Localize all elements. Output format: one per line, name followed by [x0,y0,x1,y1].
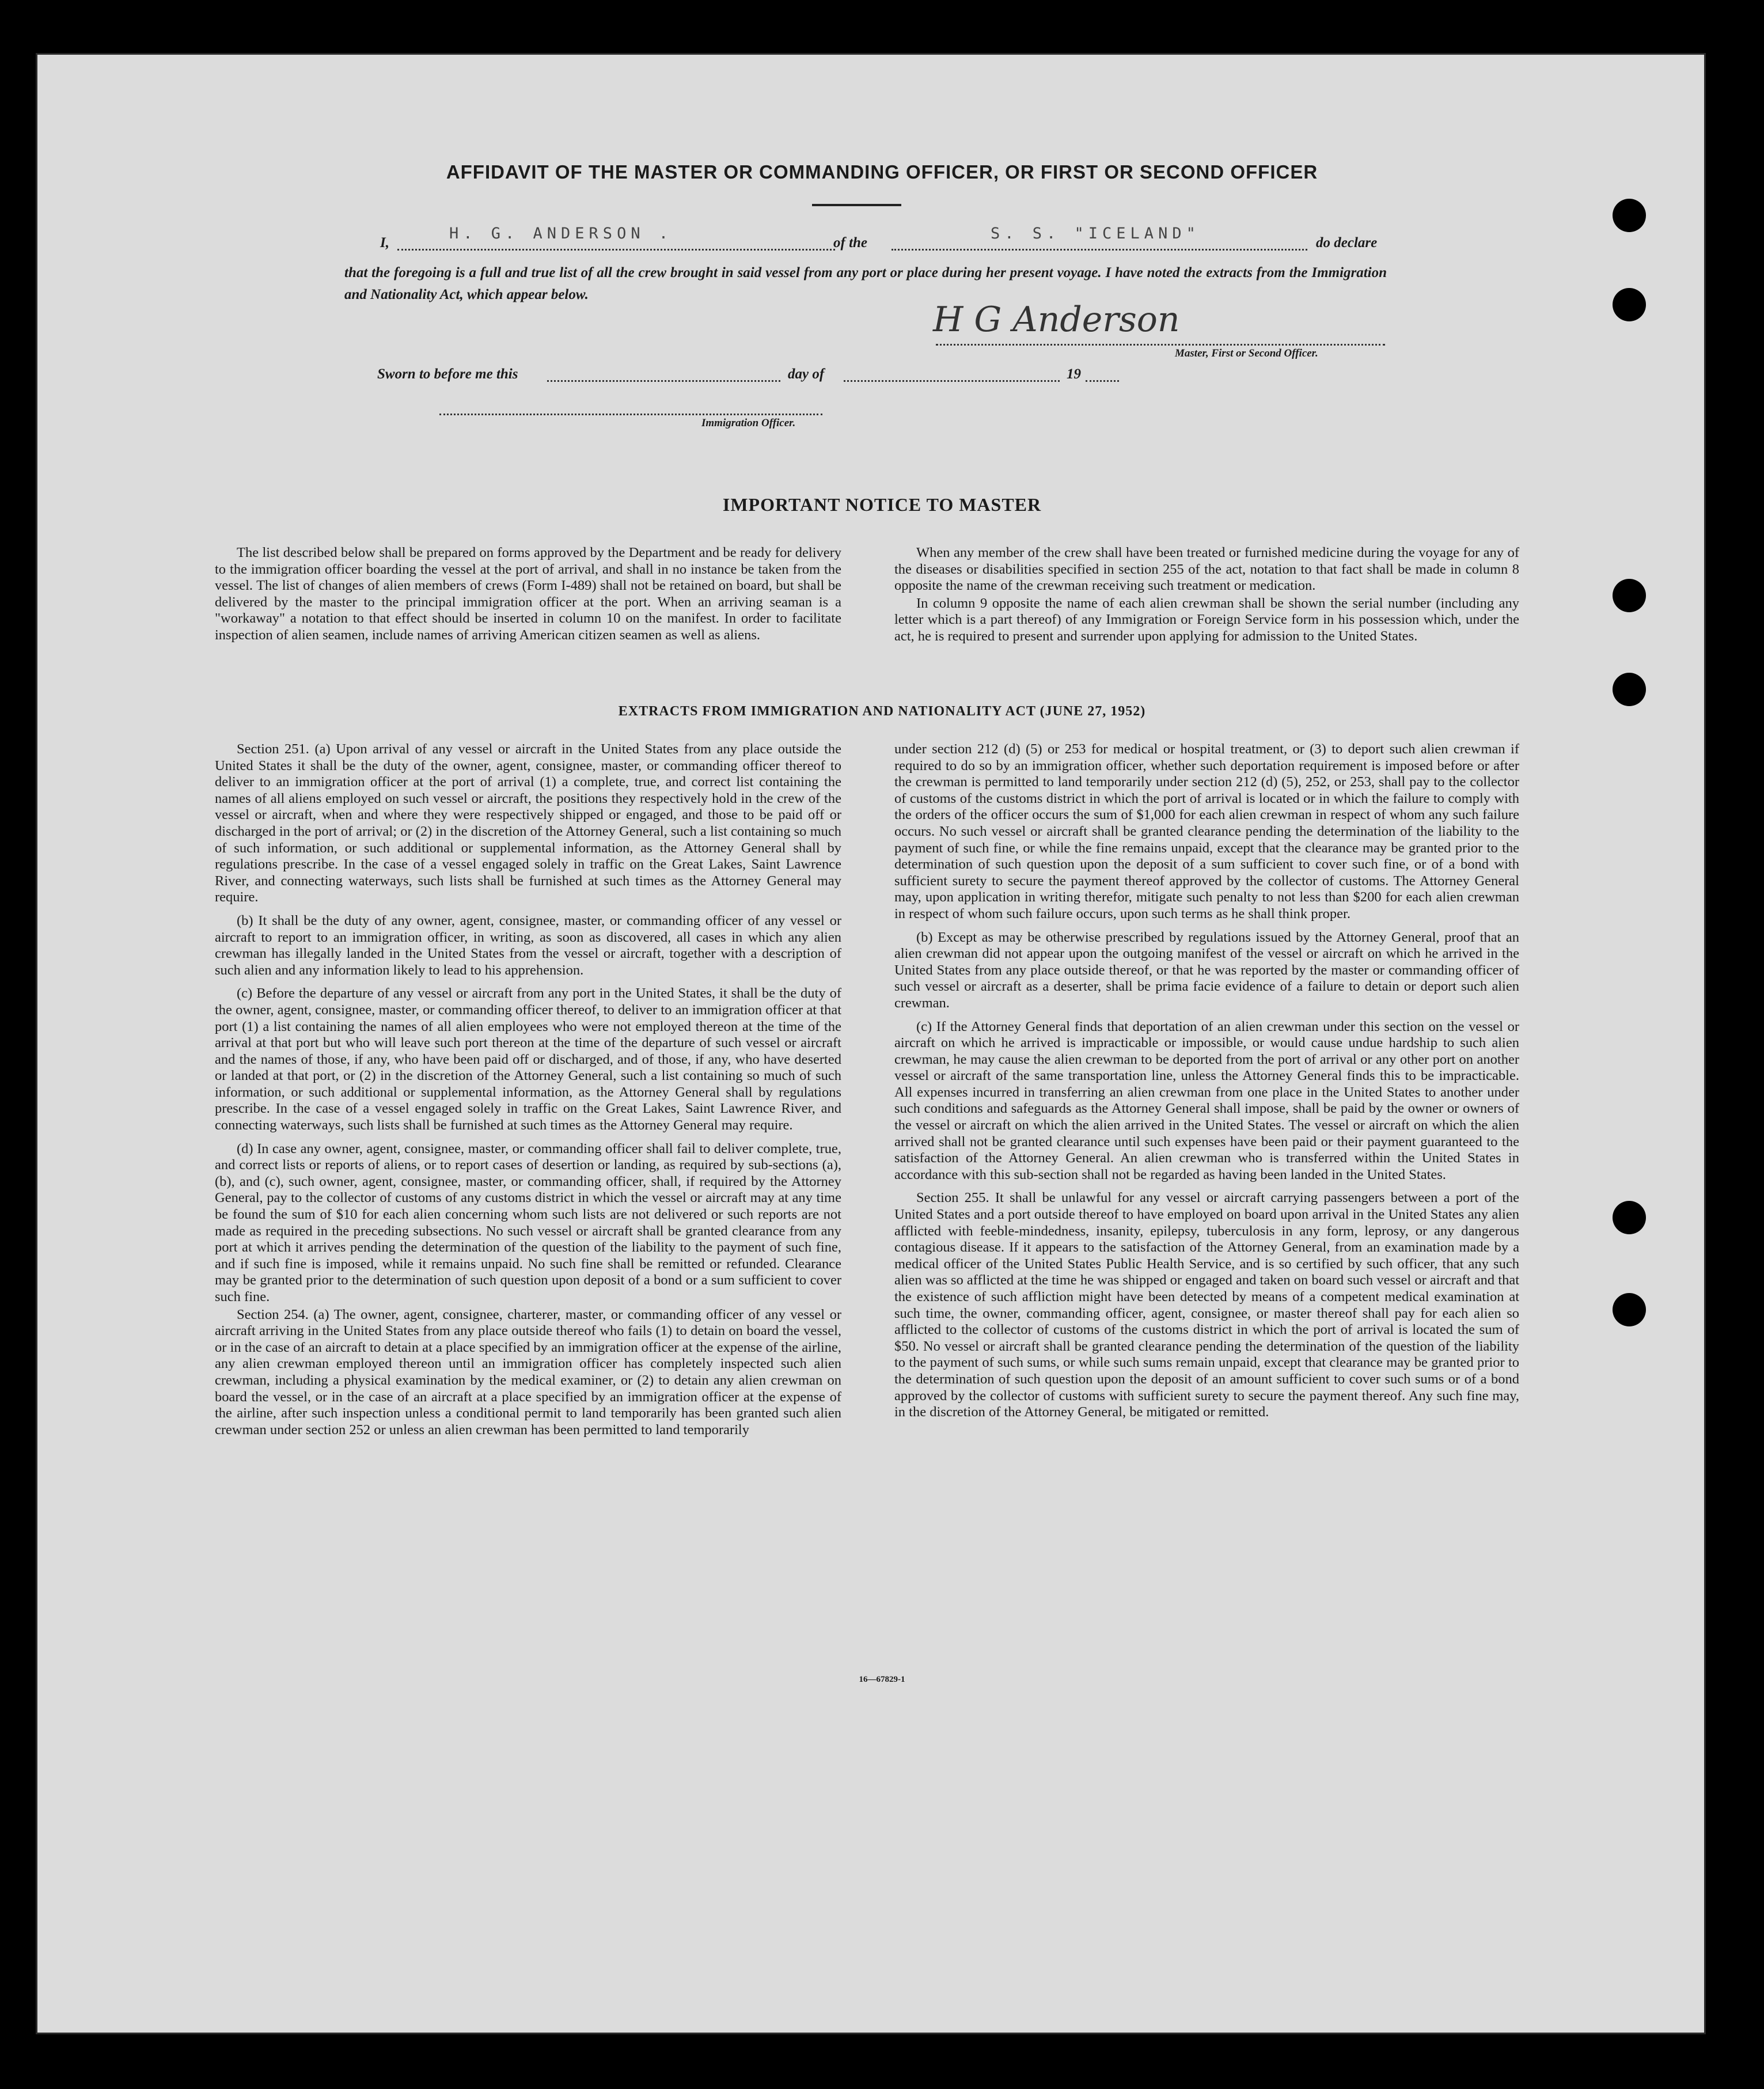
declarant-name: H. G. ANDERSON . [449,225,673,242]
binder-hole [1613,673,1646,706]
notice-title: IMPORTANT NOTICE TO MASTER [722,494,1042,515]
section-paragraph: (b) Except as may be otherwise prescribed by regulations issued by the Attorney General, proof that an alien crewman did not appear upon the outgoing manifest of the vessel or aircraft on which he arrived in the United States from any place outside thereof, or that he was reported by the master or commanding officer of such vessel or aircraft as a deserter, shall be prima facie evidence of a failure to detain or deport such alien crewman. [894,929,1519,1011]
declaration-text: that the foregoing is a full and true list of all the crew brought in said vessel from any port or place during her present voyage. I have noted the extracts from the Immigration and Nationality Act, which appear below. [344,265,1387,302]
officer-caption: Immigration Officer. [701,417,796,429]
extracts-title: EXTRACTS FROM IMMIGRATION AND NATIONALITY ACT (JUNE 27, 1952) [618,704,1146,719]
i-label: I, [380,235,389,251]
form-number: 16—67829-1 [859,1675,905,1684]
extracts-right-column [894,741,1519,1428]
section-paragraph: under section 212 (d) (5) or 253 for medical or hospital treatment, or (3) to deport such alien crewman if required to do so by an immigration officer, whether such deportation requirement is imposed before or after the crewman is permitted to land temporarily under section 212 (d) (5), 252, or 253, shall pay to the collector of customs of the customs district in which the port of arrival is located or in which the failure to comply with the orders of the officer occurs the sum of $1,000 for each alien crewman in respect of whom any such failure occurs. No such vessel or aircraft shall be granted clearance pending the determination of the liability to the payment of such fine, or while the fine remains unpaid, except that the clearance may be granted prior to the determination of such question upon the deposit of a sum sufficient to cover such fine, or of a bond with sufficient surety to secure the payment thereof approved by the collector of customs. The Attorney General may, upon application in writing therefor, mitigate such penalty to not less than $200 for each alien crewman in respect of whom such failure occurs, upon such terms as he shall think proper. [894,741,1519,922]
binder-hole [1613,288,1646,321]
vessel-name: S. S. "ICELAND" [991,225,1200,242]
affidavit-title: AFFIDAVIT OF THE MASTER OR COMMANDING OFFICER, OR FIRST OR SECOND OFFICER [446,161,1318,183]
master-signature: H G Anderson [933,299,1180,340]
binder-hole [1613,1201,1646,1234]
day-of-label: day of [788,366,825,382]
section-paragraph: Section 255. It shall be unlawful for any vessel or aircraft carrying passengers between a port of the United States and a port outside thereof to have employed on board upon arrival in the United States any alien afflicted with feeble-mindedness, insanity, epilepsy, tuberculosis in any form, leprosy, or any dangerous contagious disease. If it appears to the satisfaction of the Attorney General, from an examination made by a medical officer of the United States Public Health Service, and is so certified by such officer, that any such alien was so afflicted at the time he was shipped or engaged and taken on board such vessel or aircraft and that the existence of such affliction might have been detected by means of a competent medical examination at such time, the owner, commanding officer, agent, consignee, or master thereof shall pay for each alien so afflicted to the collector of customs of the customs district in which the port of arrival is located the sum of $50. No vessel or aircraft shall be granted clearance pending the determination of the question of the liability to the payment of such sums, or while such sums remain unpaid, except that clearance may be granted prior to the determination of such question upon the deposit of an amount sufficient to cover such sums or of a bond approved by the collector of customs with sufficient surety to secure the payment thereof. Any such fine may, in the discretion of the Attorney General, be mitigated or remitted. [894,1190,1519,1420]
notice-left-column [215,545,841,651]
declarant-name-line [397,249,835,251]
section-paragraph: (b) It shall be the duty of any owner, agent, consignee, master, or commanding officer of any vessel or aircraft to report to an immigration officer, in writing, as soon as discovered, all cases in which any alien crewman has illegally landed in the United States from the vessel or aircraft, together with a description of such alien and any information likely to lead to his apprehension. [215,912,841,978]
notice-right-column [894,545,1519,652]
section-paragraph: (c) If the Attorney General finds that deportation of an alien crewman under this section on the vessel or aircraft on which he arrived is impracticable or impossible, or would cause undue hardship to such alien crewman, he may cause the alien crewman to be deported from the port of arrival or any other port on another vessel or aircraft of the same transportation line, unless the Attorney General finds this to be impracticable. All expenses incurred in transferring an alien crewman from one place in the United States to another under such conditions and safeguards as the Attorney General shall impose, shall be paid by the owner or owners of the vessel or aircraft on which the alien arrived in the United States. The vessel or aircraft on which the alien arrived shall not be granted clearance until such expenses have been paid or their payment guaranteed to the satisfaction of the Attorney General. An alien crewman who is transferred within the United States in accordance with this sub-section shall not be regarded as having been landed in the United States. [894,1018,1519,1182]
vessel-name-line [892,249,1307,251]
section-paragraph: Section 254. (a) The owner, agent, consignee, charterer, master, or commanding officer of any vessel or aircraft arriving in the United States from any place outside thereof who fails (1) to detain on board the vessel, or in the case of an aircraft to detain at a place specified by an immigration officer at the expense of the airline, any alien crewman employed thereon until an immigration officer has completely inspected such alien crewman, including a physical examination by the medical examiner, or (2) to detain any alien crewman on board the vessel, or in the case of an aircraft at a place specified by an immigration officer at the expense of the airline, after such inspection unless a conditional permit to land temporarily has been granted such alien crewman under section 252 or unless an alien crewman has been permitted to land temporarily [215,1306,841,1438]
binder-hole [1613,1293,1646,1326]
of-the-label: of the [833,235,868,251]
notice-paragraph: In column 9 opposite the name of each alien crewman shall be shown the serial number (including any letter which is a part thereof) of any Immigration or Foreign Service form in his possession which, under the act, he is required to present and surrender upon applying for admission to the United States. [894,595,1519,644]
binder-hole [1613,579,1646,612]
section-paragraph: (d) In case any owner, agent, consignee, master, or commanding officer shall fail to deliver complete, true, and correct lists or reports of aliens, or to report cases of desertion or landing, as required by sub-sections (a), (b), and (c), such owner, agent, consignee, master, or commanding officer, shall, if required by the Attorney General, pay to the collector of customs of any customs district in which the vessel or aircraft may at any time be found the sum of $10 for each alien concerning whom such lists are not delivered or such reports are not made as required in the preceding subsections. No such vessel or aircraft shall be granted clearance from any port at which it arrives pending the determination of the question of the liability to the payment of such fine, and if such fine is imposed, while it remains unpaid. No such fine shall be remitted or refunded. Clearance may be granted prior to the determination of such question upon deposit of a bond or a sum sufficient to cover such fine. [215,1140,841,1305]
sworn-label: Sworn to before me this [377,366,518,382]
sworn-day-line [547,380,780,382]
notice-paragraph: When any member of the crew shall have been treated or furnished medicine during the voyage for any of the diseases or disabilities specified in section 255 of the act, notation to that fact shall be made in column 8 opposite the name of the crewman receiving such treatment or medication. [894,545,1519,594]
title-underline [812,204,901,206]
year-label: 19 [1067,366,1081,382]
signature-caption: Master, First or Second Officer. [1175,347,1318,359]
sworn-year-line [1086,380,1119,382]
extracts-left-column [215,741,841,1445]
sworn-month-line [844,380,1060,382]
section-paragraph: Section 251. (a) Upon arrival of any vessel or aircraft in the United States from any place outside the United States it shall be the duty of the owner, agent, consignee, master, or commanding officer thereof to deliver to an immigration officer at the port of arrival (1) a complete, true, and correct list containing the names of all aliens employed on such vessel or aircraft, the positions they respectively hold in the crew of the vessel or aircraft, when and where they were respectively shipped or engaged, and those to be paid off or discharged in the port of arrival; or (2) in the discretion of the Attorney General, such a list containing so much of such information, or such additional or supplemental information, as the Attorney General shall by regulations prescribe. In the case of a vessel engaged solely in traffic on the Great Lakes, Saint Lawrence River, and connecting waterways, such lists shall be furnished at such times as the Attorney General may require. [215,741,841,905]
signature-line [936,344,1385,346]
do-declare-label: do declare [1316,235,1378,251]
notice-paragraph: The list described below shall be prepared on forms approved by the Department and be ready for delivery to the immigration officer boarding the vessel at the port of arrival, and shall in no instance be taken from the vessel. The list of changes of alien members of crews (Form I-489) shall not be retained on board, but shall be delivered by the master to the principal immigration officer at the port. When an arriving seaman is a "workaway" a notation to that effect should be inserted in column 10 on the manifest. In order to facilitate inspection of alien seamen, include names of arriving American citizen seamen as well as aliens. [215,545,841,643]
officer-signature-line [439,414,822,415]
binder-hole [1613,199,1646,232]
section-paragraph: (c) Before the departure of any vessel or aircraft from any port in the United States, it shall be the duty of the owner, agent, consignee, master, or commanding officer thereof, to deliver to an immigration officer at that port (1) a list containing the names of all alien employees who were not employed thereon at the time of the arrival at that port but who will leave such port thereon at the time of the departure of such vessel or aircraft and the names of those, if any, who have been paid off or discharged, and of those, if any, who have deserted or landed at that port, or (2) in the discretion of the Attorney General, such a list containing so much of such information, or such additional or supplemental information, as the Attorney General shall by regulations prescribe. In the case of a vessel engaged solely in traffic on the Great Lakes, Saint Lawrence River, and connecting waterways, such lists shall be furnished at such times as the Attorney General may require. [215,985,841,1133]
